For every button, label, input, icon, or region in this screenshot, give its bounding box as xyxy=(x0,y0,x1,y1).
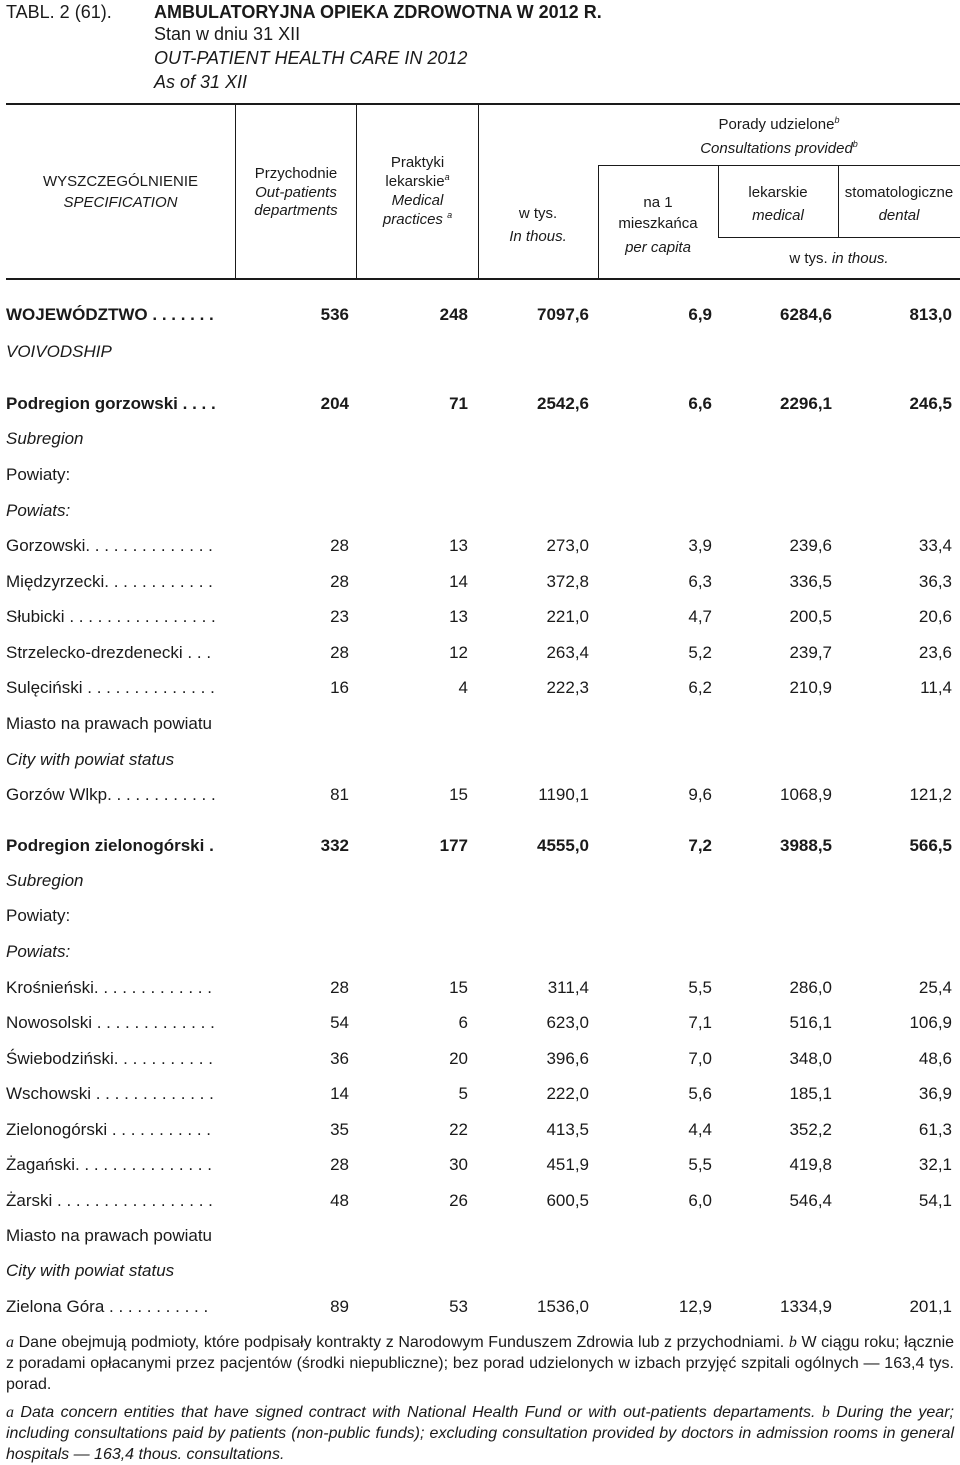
cell-col-6: 20,6 xyxy=(918,607,952,626)
header-prac-en2: practices xyxy=(382,211,443,228)
cell-col-5: 185,1 xyxy=(789,1084,832,1103)
row-label xyxy=(6,457,234,493)
table-row xyxy=(0,970,960,1006)
row-label-text: Strzelecko-drezdenecki xyxy=(6,643,183,662)
header-medical xyxy=(718,182,838,226)
cell-col-3: 7097,6 xyxy=(537,305,589,324)
cell-col-1: 81 xyxy=(330,785,349,804)
cell-col-5: 352,2 xyxy=(789,1120,832,1139)
row-label xyxy=(6,1289,234,1325)
header-thousands xyxy=(478,203,598,247)
table-row xyxy=(0,457,960,493)
row-label xyxy=(6,777,234,813)
header-prac-en1: Medical xyxy=(391,192,444,209)
cell-col-3: 2542,6 xyxy=(537,394,589,413)
cell-col-3: 263,4 xyxy=(546,643,589,662)
header-cons-en: Consultations provided xyxy=(700,140,853,157)
cell-col-4: 3,9 xyxy=(688,536,712,555)
cell-col-2: 53 xyxy=(449,1297,468,1316)
row-label xyxy=(6,670,234,706)
footnote-a-mark-en: a xyxy=(6,1404,14,1421)
leader-dots: . . . . . . . . . . . . . . . . . xyxy=(52,1191,213,1210)
cell-col-1: 536 xyxy=(320,305,349,324)
page-title-en: OUT-PATIENT HEALTH CARE IN 2012 xyxy=(154,48,468,68)
row-label xyxy=(6,1218,234,1254)
cell-col-1: 48 xyxy=(330,1191,349,1210)
cell-col-1: 35 xyxy=(330,1120,349,1139)
footnote-a-en: Data concern entities that have signed contract with National Health Fund or with out-patients departaments. xyxy=(20,1404,816,1421)
cell-col-1: 28 xyxy=(330,643,349,662)
units-rule xyxy=(718,237,960,238)
cell-col-6: 813,0 xyxy=(909,305,952,324)
page-title: AMBULATORYJNA OPIEKA ZDROWOTNA W 2012 R. xyxy=(154,2,602,22)
cell-col-4: 7,0 xyxy=(688,1049,712,1068)
row-label xyxy=(6,334,234,370)
row-label-text: Wschowski xyxy=(6,1084,92,1103)
cell-col-5: 200,5 xyxy=(789,607,832,626)
cell-col-3: 396,6 xyxy=(546,1049,589,1068)
header-unit-en: in thous. xyxy=(831,250,889,267)
leader-dots: . . . . . . . . . . . xyxy=(111,785,216,804)
header-per-capita xyxy=(598,192,718,258)
footnote-a-pl: Dane obejmują podmioty, które podpisały kontrakty z Narodowym Funduszem Zdrowia lub z przychodniami. xyxy=(18,1334,785,1351)
cell-col-3: 222,3 xyxy=(546,678,589,697)
cell-col-6: 32,1 xyxy=(918,1155,952,1174)
footnote-b-mark-en: b xyxy=(821,1404,830,1421)
cell-col-5: 1334,9 xyxy=(780,1297,832,1316)
cell-col-5: 2296,1 xyxy=(780,394,832,413)
table-row xyxy=(0,863,960,899)
table-row xyxy=(0,1183,960,1219)
date-en: As of 31 XII xyxy=(154,72,248,92)
table-number: TABL. 2 (61). xyxy=(6,2,112,22)
footnote-b-en: During the year; including consultations paid by patients (non-public funds); excluding consultation provided by doctors in admission rooms in general hospitals — 163,4 thous. consultations. xyxy=(6,1404,954,1463)
cell-col-4: 4,7 xyxy=(688,607,712,626)
row-label-text: Powiats: xyxy=(6,942,71,961)
cell-col-6: 36,3 xyxy=(918,572,952,591)
footnote-mark-a: a xyxy=(444,172,450,182)
cell-col-1: 28 xyxy=(330,536,349,555)
cell-col-2: 15 xyxy=(449,785,468,804)
cell-col-1: 89 xyxy=(330,1297,349,1316)
cell-col-5: 336,5 xyxy=(789,572,832,591)
cell-col-4: 7,1 xyxy=(688,1013,712,1032)
header-dental xyxy=(838,182,960,226)
cell-col-3: 221,0 xyxy=(546,607,589,626)
leader-dots: . . . . . . . . . . . . . . . . xyxy=(64,607,216,626)
row-label xyxy=(6,970,234,1006)
cell-col-6: 23,6 xyxy=(918,643,952,662)
leader-dots: . . . . . . . . . . . . xyxy=(104,572,213,591)
cell-col-3: 623,0 xyxy=(546,1013,589,1032)
cell-col-4: 7,2 xyxy=(688,836,712,855)
row-label-text: Zielona Góra xyxy=(6,1297,105,1316)
cell-col-3: 372,8 xyxy=(546,572,589,591)
cell-col-5: 6284,6 xyxy=(780,305,832,324)
row-label-text: Gorzowski xyxy=(6,536,86,555)
cell-col-1: 14 xyxy=(330,1084,349,1103)
row-label xyxy=(6,934,234,970)
cell-col-2: 177 xyxy=(439,836,468,855)
cell-col-5: 239,7 xyxy=(789,643,832,662)
cell-col-2: 22 xyxy=(449,1120,468,1139)
cell-col-4: 6,3 xyxy=(688,572,712,591)
cell-col-1: 332 xyxy=(320,836,349,855)
header-units xyxy=(718,248,960,269)
cell-col-2: 14 xyxy=(449,572,468,591)
table-row xyxy=(0,1005,960,1041)
header-practices xyxy=(357,152,478,229)
date-pl: Stan w dniu 31 XII xyxy=(154,24,301,44)
footnote-b-mark: b xyxy=(788,1334,797,1351)
cell-col-5: 419,8 xyxy=(789,1155,832,1174)
cell-col-2: 12 xyxy=(449,643,468,662)
row-label xyxy=(6,1253,234,1289)
row-label-text: Powiaty: xyxy=(6,465,71,484)
row-label-text: VOIVODSHIP xyxy=(6,342,112,361)
header-cons-pl: Porady udzielone xyxy=(718,116,835,133)
cell-col-5: 210,9 xyxy=(789,678,832,697)
cell-col-5: 546,4 xyxy=(789,1191,832,1210)
cell-col-2: 15 xyxy=(449,978,468,997)
cell-col-6: 36,9 xyxy=(918,1084,952,1103)
table-row xyxy=(0,777,960,813)
table-row xyxy=(0,1289,960,1325)
header-consultations xyxy=(598,114,960,159)
cell-col-2: 13 xyxy=(449,536,468,555)
cell-col-2: 20 xyxy=(449,1049,468,1068)
leader-dots: . . . . . . . . . . . . . xyxy=(91,1013,215,1032)
row-label-text: Gorzów Wlkp. xyxy=(6,785,112,804)
table-row xyxy=(0,386,960,422)
row-label xyxy=(6,828,234,864)
footnote-mark-a-en: a xyxy=(447,210,453,220)
row-label xyxy=(6,863,234,899)
leader-dots: . . . . . . . . . . . . . xyxy=(91,1084,214,1103)
cell-col-6: 106,9 xyxy=(909,1013,952,1032)
leader-dots: . . . . . . . . . . . xyxy=(104,1297,209,1316)
cell-col-5: 3988,5 xyxy=(780,836,832,855)
header-thous-pl: w tys. xyxy=(518,205,558,222)
header-specification xyxy=(6,171,235,213)
cell-col-3: 222,0 xyxy=(546,1084,589,1103)
cell-col-6: 121,2 xyxy=(909,785,952,804)
leader-dots: . . . . . . . . . . . xyxy=(107,1120,212,1139)
cell-col-3: 273,0 xyxy=(546,536,589,555)
cell-col-6: 54,1 xyxy=(918,1191,952,1210)
cell-col-1: 28 xyxy=(330,1155,349,1174)
row-label-text: Subregion xyxy=(6,871,84,890)
footnote-mark-b: b xyxy=(834,115,840,125)
header-prac-pl2: lekarskie xyxy=(385,173,445,190)
header-outp-en2: departments xyxy=(254,202,338,219)
row-label xyxy=(6,528,234,564)
header-percap-pl1: na 1 xyxy=(643,194,673,211)
cell-col-5: 516,1 xyxy=(789,1013,832,1032)
table-row xyxy=(0,635,960,671)
table-row xyxy=(0,828,960,864)
table-row xyxy=(0,1218,960,1254)
header-spec-en: SPECIFICATION xyxy=(63,194,178,211)
cell-col-6: 566,5 xyxy=(909,836,952,855)
row-label xyxy=(6,1112,234,1148)
cell-col-3: 1190,1 xyxy=(538,785,589,804)
leader-dots: . . . . . . . xyxy=(147,305,214,324)
table-row xyxy=(0,1112,960,1148)
row-label-text: Krośnieński xyxy=(6,978,94,997)
cell-col-3: 451,9 xyxy=(546,1155,589,1174)
row-label-text: Międzyrzecki xyxy=(6,572,105,591)
row-label-text: Miasto na prawach powiatu xyxy=(6,1226,213,1245)
cell-col-4: 12,9 xyxy=(678,1297,712,1316)
cell-col-1: 23 xyxy=(330,607,349,626)
row-label xyxy=(6,1183,234,1219)
cell-col-3: 4555,0 xyxy=(537,836,589,855)
row-label-text: City with powiat status xyxy=(6,750,175,769)
cell-col-3: 1536,0 xyxy=(537,1297,589,1316)
table-row xyxy=(0,599,960,635)
cell-col-4: 6,2 xyxy=(688,678,712,697)
leader-dots: . . . . . . . . . . . . . xyxy=(93,978,212,997)
cell-col-4: 6,9 xyxy=(688,305,712,324)
row-label xyxy=(6,898,234,934)
row-label-text: Sulęciński xyxy=(6,678,83,697)
cell-col-4: 6,6 xyxy=(688,394,712,413)
cell-col-4: 6,0 xyxy=(688,1191,712,1210)
cell-col-2: 30 xyxy=(449,1155,468,1174)
cell-col-1: 16 xyxy=(330,678,349,697)
cell-col-4: 5,2 xyxy=(688,643,712,662)
table-row xyxy=(0,934,960,970)
row-label-text: Miasto na prawach powiatu xyxy=(6,714,213,733)
header-outpatients xyxy=(236,163,356,220)
leader-dots: . xyxy=(204,836,214,855)
col-divider-3 xyxy=(478,105,479,278)
table-row xyxy=(0,1253,960,1289)
cell-col-5: 348,0 xyxy=(789,1049,832,1068)
row-label-text: Powiats: xyxy=(6,501,71,520)
cell-col-5: 239,6 xyxy=(789,536,832,555)
table-row xyxy=(0,493,960,529)
row-label xyxy=(6,386,234,422)
table-row xyxy=(0,898,960,934)
cell-col-4: 9,6 xyxy=(688,785,712,804)
header-outp-pl: Przychodnie xyxy=(254,165,338,182)
cell-col-1: 36 xyxy=(330,1049,349,1068)
table-row xyxy=(0,528,960,564)
leader-dots: . . . . . . . . . . . . . . xyxy=(85,536,213,555)
header-bottom-rule xyxy=(6,278,960,280)
table-row xyxy=(0,1041,960,1077)
row-label xyxy=(6,1041,234,1077)
cell-col-5: 1068,9 xyxy=(780,785,832,804)
table-row xyxy=(0,670,960,706)
cell-col-4: 5,6 xyxy=(688,1084,712,1103)
header-med-en: medical xyxy=(752,207,804,224)
header-med-pl: lekarskie xyxy=(748,184,808,201)
leader-dots: . . . . . . . . . . . . . . xyxy=(82,678,215,697)
row-label-text: Świebodziński xyxy=(6,1049,114,1068)
cell-col-2: 6 xyxy=(458,1013,468,1032)
leader-dots: . . . . . . . . . . . xyxy=(113,1049,213,1068)
cell-col-1: 54 xyxy=(330,1013,349,1032)
cell-col-3: 311,4 xyxy=(547,978,589,997)
cell-col-1: 28 xyxy=(330,978,349,997)
table-row xyxy=(0,1147,960,1183)
row-label xyxy=(6,599,234,635)
header-outp-en1: Out-patients xyxy=(255,184,337,201)
cell-col-5: 286,0 xyxy=(789,978,832,997)
row-label-text: Powiaty: xyxy=(6,906,71,925)
cell-col-3: 600,5 xyxy=(546,1191,589,1210)
table-row xyxy=(0,564,960,600)
cell-col-6: 246,5 xyxy=(909,394,952,413)
cell-col-4: 5,5 xyxy=(688,1155,712,1174)
table-row xyxy=(0,297,960,333)
cell-col-6: 61,3 xyxy=(918,1120,952,1139)
row-label xyxy=(6,421,234,457)
row-label-text: Podregion gorzowski xyxy=(6,394,178,413)
row-label xyxy=(6,742,234,778)
row-label-text: Żagański xyxy=(6,1155,75,1174)
cell-col-6: 33,4 xyxy=(918,536,952,555)
row-label xyxy=(6,1147,234,1183)
header-percap-pl2: mieszkańca xyxy=(618,215,698,232)
row-label-text: City with powiat status xyxy=(6,1261,175,1280)
cell-col-1: 204 xyxy=(320,394,349,413)
row-label-text: Subregion xyxy=(6,429,84,448)
row-label-text: Słubicki xyxy=(6,607,65,626)
table-row xyxy=(0,1076,960,1112)
cell-col-6: 11,4 xyxy=(920,678,952,697)
footnote-mark-b-en: b xyxy=(852,139,858,149)
leader-dots: . . . . . . . . . . . . . . . xyxy=(74,1155,212,1174)
cell-col-2: 26 xyxy=(449,1191,468,1210)
cell-col-4: 5,5 xyxy=(688,978,712,997)
header-thous-en: In thous. xyxy=(509,228,567,245)
row-label xyxy=(6,297,234,333)
footnotes-en xyxy=(6,1402,954,1465)
header-spec-pl: WYSZCZEGÓLNIENIE xyxy=(42,173,199,190)
row-label-text: Zielonogórski xyxy=(6,1120,108,1139)
cell-col-6: 25,4 xyxy=(918,978,952,997)
row-label-text: Nowosolski xyxy=(6,1013,92,1032)
header-unit-pl: w tys. xyxy=(789,250,828,267)
cell-col-2: 13 xyxy=(449,607,468,626)
row-label xyxy=(6,564,234,600)
row-label xyxy=(6,706,234,742)
cell-col-2: 4 xyxy=(458,678,468,697)
row-label-text: Żarski xyxy=(6,1191,53,1210)
header-dent-en: dental xyxy=(878,207,920,224)
cell-col-1: 28 xyxy=(330,572,349,591)
footnote-a-mark: a xyxy=(6,1334,14,1351)
table-row xyxy=(0,742,960,778)
row-label-text: WOJEWÓDZTWO xyxy=(6,305,148,324)
table-row xyxy=(0,706,960,742)
header-percap-en: per capita xyxy=(625,239,691,256)
cell-col-6: 48,6 xyxy=(918,1049,952,1068)
header-top-rule xyxy=(6,103,960,105)
leader-dots: . . . . xyxy=(177,394,216,413)
table-row xyxy=(0,421,960,457)
cell-col-2: 248 xyxy=(439,305,468,324)
cell-col-2: 5 xyxy=(458,1084,468,1103)
cell-col-6: 201,1 xyxy=(909,1297,952,1316)
consultations-rule xyxy=(598,165,960,166)
row-label xyxy=(6,493,234,529)
leader-dots: . . . xyxy=(182,643,212,662)
footnote-b-pl: W ciągu roku; łącznie z poradami opłacanymi przez pacjentów (środki niepubliczne); bez porad udzielonych w izbach przyjęć szpitali ogólnych — 163,4 tys. porad. xyxy=(6,1334,955,1393)
table-row xyxy=(0,334,960,370)
row-label xyxy=(6,1076,234,1112)
cell-col-4: 4,4 xyxy=(688,1120,712,1139)
row-label xyxy=(6,635,234,671)
footnotes-pl xyxy=(6,1332,954,1395)
header-dent-pl: stomatologiczne xyxy=(844,184,954,201)
cell-col-3: 413,5 xyxy=(546,1120,589,1139)
row-label-text: Podregion zielonogórski xyxy=(6,836,205,855)
row-label xyxy=(6,1005,234,1041)
header-prac-pl1: Praktyki xyxy=(390,154,445,171)
cell-col-2: 71 xyxy=(449,394,468,413)
